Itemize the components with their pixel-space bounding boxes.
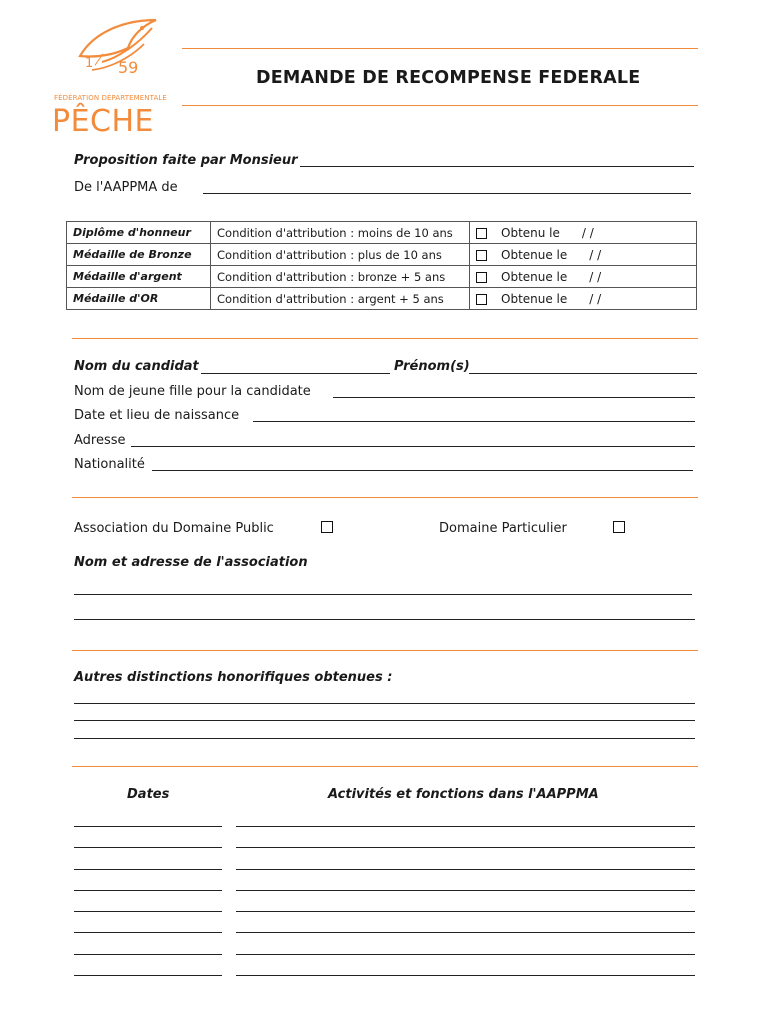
maiden-name-field[interactable] xyxy=(333,397,695,398)
logo-federation: FÉDÉRATION DÉPARTEMENTALE xyxy=(54,94,167,102)
candidate-firstname-field[interactable] xyxy=(469,373,697,374)
award-row xyxy=(67,266,697,288)
birth-field[interactable] xyxy=(253,421,695,422)
award-name: Médaille d'argent xyxy=(67,266,211,288)
distinctions-line-1[interactable] xyxy=(74,703,695,704)
award-obtained-label: Obtenu le xyxy=(501,225,560,240)
private-domain-checkbox[interactable] xyxy=(613,521,625,533)
activity-function-line[interactable] xyxy=(236,911,695,912)
aappma-field[interactable] xyxy=(203,193,691,194)
award-name: Médaille de Bronze xyxy=(67,244,211,266)
activity-function-line[interactable] xyxy=(236,890,695,891)
association-address-line-2[interactable] xyxy=(74,619,695,620)
awards-table xyxy=(66,221,697,310)
award-obtained-cell xyxy=(470,244,697,266)
award-row xyxy=(67,288,697,310)
activity-date-line[interactable] xyxy=(74,932,222,933)
award-condition: Condition d'attribution : argent + 5 ans xyxy=(211,288,470,310)
aappma-label: De l'AAPPMA de xyxy=(74,180,178,195)
distinctions-line-3[interactable] xyxy=(74,738,695,739)
public-domain-label: Association du Domaine Public xyxy=(74,521,274,536)
nationality-field[interactable] xyxy=(152,470,693,471)
header-rule-top xyxy=(182,48,698,49)
address-label: Adresse xyxy=(74,433,126,448)
section-rule-3 xyxy=(72,650,698,651)
page-title: DEMANDE DE RECOMPENSE FEDERALE xyxy=(256,68,641,88)
maiden-name-label: Nom de jeune fille pour la candidate xyxy=(74,384,311,399)
proposition-label: Proposition faite par Monsieur xyxy=(74,153,298,168)
award-obtained-label: Obtenue le xyxy=(501,291,568,306)
award-obtained-label: Obtenue le xyxy=(501,247,568,262)
activity-date-line[interactable] xyxy=(74,869,222,870)
award-date-field[interactable]: / / xyxy=(589,291,602,306)
activity-date-line[interactable] xyxy=(74,954,222,955)
proposition-field[interactable] xyxy=(300,166,694,167)
address-field[interactable] xyxy=(131,446,695,447)
award-date-field[interactable]: / / xyxy=(589,269,602,284)
award-row xyxy=(67,222,697,244)
activity-function-line[interactable] xyxy=(236,869,695,870)
award-date-field[interactable]: / / xyxy=(589,247,602,262)
birth-label: Date et lieu de naissance xyxy=(74,408,240,423)
award-name: Médaille d'OR xyxy=(67,288,211,310)
distinctions-line-2[interactable] xyxy=(74,720,695,721)
award-obtained-cell xyxy=(470,288,697,310)
activity-date-line[interactable] xyxy=(74,890,222,891)
logo-peche: PÊCHE xyxy=(52,104,155,139)
federation-logo: 1 59 FÉDÉRATION DÉPARTEMENTALE PÊCHE xyxy=(48,14,168,139)
private-domain-label: Domaine Particulier xyxy=(439,521,567,536)
activity-function-line[interactable] xyxy=(236,826,695,827)
activity-function-line[interactable] xyxy=(236,847,695,848)
award-obtained-label: Obtenue le xyxy=(501,269,568,284)
header-rule-bottom xyxy=(182,105,698,106)
award-checkbox[interactable] xyxy=(476,228,487,239)
activities-header: Activités et fonctions dans l'AAPPMA xyxy=(328,787,599,802)
section-rule-1 xyxy=(72,338,698,339)
award-condition: Condition d'attribution : bronze + 5 ans xyxy=(211,266,470,288)
award-obtained-cell xyxy=(470,222,697,244)
activity-date-line[interactable] xyxy=(74,826,222,827)
award-checkbox[interactable] xyxy=(476,250,487,261)
candidate-name-field[interactable] xyxy=(201,373,390,374)
award-obtained-cell xyxy=(470,266,697,288)
logo-number: 59 xyxy=(118,58,139,77)
public-domain-checkbox[interactable] xyxy=(321,521,333,533)
activity-function-line[interactable] xyxy=(236,932,695,933)
award-row xyxy=(67,244,697,266)
section-rule-4 xyxy=(72,766,698,767)
award-name: Diplôme d'honneur xyxy=(67,222,211,244)
activity-function-line[interactable] xyxy=(236,975,695,976)
nationality-label: Nationalité xyxy=(74,457,145,472)
activity-date-line[interactable] xyxy=(74,975,222,976)
award-condition: Condition d'attribution : moins de 10 ans xyxy=(211,222,470,244)
candidate-firstname-label: Prénom(s) xyxy=(394,359,470,374)
activity-function-line[interactable] xyxy=(236,954,695,955)
distinctions-label: Autres distinctions honorifiques obtenues : xyxy=(74,670,393,685)
activity-date-line[interactable] xyxy=(74,847,222,848)
section-rule-2 xyxy=(72,497,698,498)
association-address-line-1[interactable] xyxy=(74,594,692,595)
dates-header: Dates xyxy=(127,787,170,802)
award-condition: Condition d'attribution : plus de 10 ans xyxy=(211,244,470,266)
activity-date-line[interactable] xyxy=(74,911,222,912)
award-checkbox[interactable] xyxy=(476,272,487,283)
candidate-name-label: Nom du candidat xyxy=(74,359,199,374)
award-checkbox[interactable] xyxy=(476,294,487,305)
association-address-label: Nom et adresse de l'association xyxy=(74,555,308,570)
award-date-field[interactable]: / / xyxy=(581,225,594,240)
